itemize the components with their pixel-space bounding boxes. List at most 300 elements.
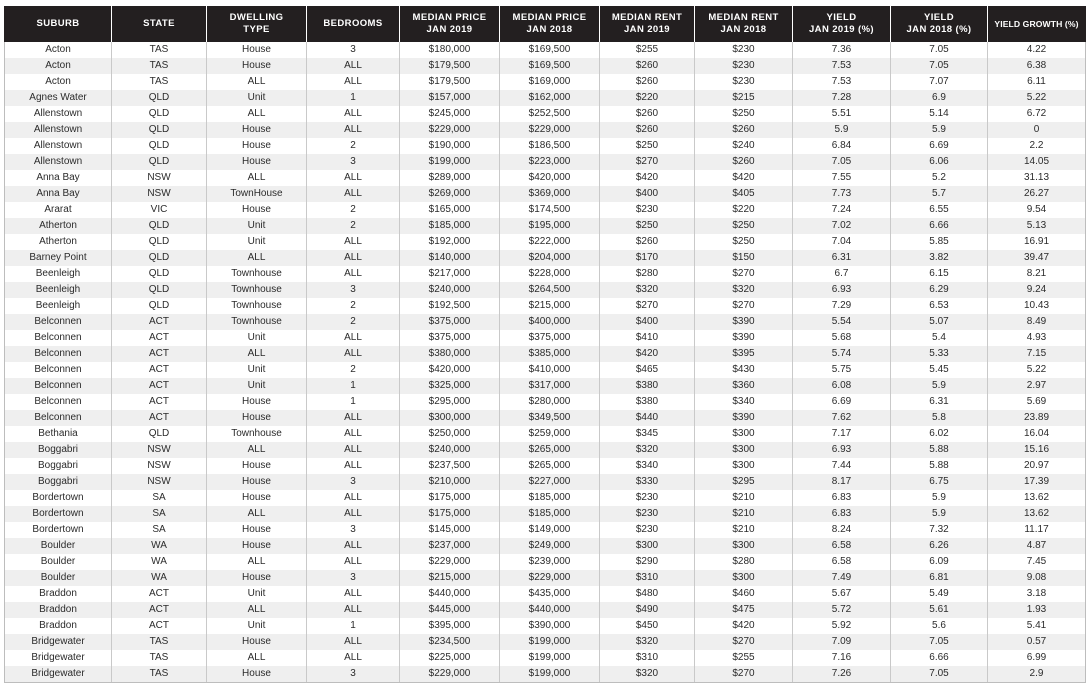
cell-dwelling_type: House bbox=[207, 42, 307, 58]
cell-yield_jan_2018: 5.8 bbox=[891, 410, 988, 426]
cell-yield_jan_2018: 3.82 bbox=[891, 250, 988, 266]
cell-median_price_jan_2018: $265,000 bbox=[500, 458, 600, 474]
cell-state: ACT bbox=[112, 314, 207, 330]
cell-median_price_jan_2019: $180,000 bbox=[400, 42, 500, 58]
column-header-line: JAN 2018 bbox=[526, 24, 573, 35]
cell-yield_jan_2019: 7.62 bbox=[793, 410, 891, 426]
cell-median_price_jan_2019: $375,000 bbox=[400, 330, 500, 346]
cell-dwelling_type: House bbox=[207, 458, 307, 474]
table-row[interactable] bbox=[5, 506, 1086, 522]
cell-state: QLD bbox=[112, 266, 207, 282]
table-row[interactable] bbox=[5, 458, 1086, 474]
cell-bedrooms: 3 bbox=[307, 570, 400, 586]
cell-yield_jan_2018: 5.9 bbox=[891, 490, 988, 506]
cell-yield_jan_2019: 7.29 bbox=[793, 298, 891, 314]
cell-yield_jan_2018: 7.07 bbox=[891, 74, 988, 90]
cell-median_rent_jan_2018: $220 bbox=[695, 202, 793, 218]
cell-suburb: Bridgewater bbox=[5, 666, 112, 683]
cell-median_price_jan_2019: $175,000 bbox=[400, 490, 500, 506]
cell-bedrooms: ALL bbox=[307, 346, 400, 362]
cell-yield_growth: 23.89 bbox=[988, 410, 1086, 426]
cell-median_rent_jan_2018: $260 bbox=[695, 154, 793, 170]
cell-state: SA bbox=[112, 506, 207, 522]
cell-median_rent_jan_2019: $490 bbox=[600, 602, 695, 618]
cell-yield_jan_2019: 5.68 bbox=[793, 330, 891, 346]
column-header-median_rent_jan_2018[interactable] bbox=[695, 6, 793, 42]
cell-dwelling_type: House bbox=[207, 634, 307, 650]
cell-median_price_jan_2019: $420,000 bbox=[400, 362, 500, 378]
cell-dwelling_type: ALL bbox=[207, 554, 307, 570]
cell-dwelling_type: ALL bbox=[207, 650, 307, 666]
column-header-median_price_jan_2018[interactable] bbox=[500, 6, 600, 42]
cell-median_rent_jan_2019: $320 bbox=[600, 282, 695, 298]
table-row[interactable] bbox=[5, 362, 1086, 378]
cell-median_price_jan_2019: $225,000 bbox=[400, 650, 500, 666]
column-header-yield_jan_2019[interactable] bbox=[793, 6, 891, 42]
cell-median_rent_jan_2019: $400 bbox=[600, 314, 695, 330]
table-row[interactable] bbox=[5, 522, 1086, 538]
cell-median_price_jan_2019: $192,500 bbox=[400, 298, 500, 314]
cell-median_rent_jan_2018: $270 bbox=[695, 666, 793, 683]
cell-dwelling_type: ALL bbox=[207, 346, 307, 362]
cell-median_rent_jan_2018: $240 bbox=[695, 138, 793, 154]
table-row[interactable] bbox=[5, 634, 1086, 650]
cell-suburb: Belconnen bbox=[5, 330, 112, 346]
cell-yield_jan_2018: 5.45 bbox=[891, 362, 988, 378]
cell-yield_jan_2019: 5.9 bbox=[793, 122, 891, 138]
cell-yield_jan_2019: 5.51 bbox=[793, 106, 891, 122]
cell-state: TAS bbox=[112, 634, 207, 650]
cell-median_rent_jan_2019: $380 bbox=[600, 394, 695, 410]
table-row[interactable] bbox=[5, 74, 1086, 90]
column-header-median_price_jan_2019[interactable] bbox=[400, 6, 500, 42]
cell-yield_jan_2019: 5.75 bbox=[793, 362, 891, 378]
column-header-bedrooms[interactable] bbox=[307, 6, 400, 42]
cell-median_rent_jan_2018: $475 bbox=[695, 602, 793, 618]
cell-median_price_jan_2018: $410,000 bbox=[500, 362, 600, 378]
cell-yield_jan_2018: 5.2 bbox=[891, 170, 988, 186]
column-header-line: JAN 2018 (%) bbox=[906, 24, 972, 35]
cell-yield_growth: 7.45 bbox=[988, 554, 1086, 570]
table-row[interactable] bbox=[5, 490, 1086, 506]
cell-median_price_jan_2018: $264,500 bbox=[500, 282, 600, 298]
cell-yield_jan_2018: 7.05 bbox=[891, 42, 988, 58]
cell-yield_jan_2018: 5.61 bbox=[891, 602, 988, 618]
cell-median_rent_jan_2019: $420 bbox=[600, 346, 695, 362]
cell-state: VIC bbox=[112, 202, 207, 218]
cell-suburb: Beenleigh bbox=[5, 282, 112, 298]
cell-median_rent_jan_2019: $345 bbox=[600, 426, 695, 442]
cell-dwelling_type: House bbox=[207, 154, 307, 170]
table-row[interactable] bbox=[5, 186, 1086, 202]
cell-dwelling_type: House bbox=[207, 490, 307, 506]
cell-yield_jan_2019: 6.69 bbox=[793, 394, 891, 410]
column-header-line: JAN 2019 bbox=[426, 24, 473, 35]
cell-median_rent_jan_2019: $230 bbox=[600, 522, 695, 538]
cell-suburb: Braddon bbox=[5, 602, 112, 618]
cell-median_price_jan_2018: $204,000 bbox=[500, 250, 600, 266]
cell-yield_jan_2019: 5.54 bbox=[793, 314, 891, 330]
cell-yield_jan_2019: 6.58 bbox=[793, 554, 891, 570]
cell-median_rent_jan_2018: $420 bbox=[695, 170, 793, 186]
cell-yield_jan_2019: 5.92 bbox=[793, 618, 891, 634]
cell-yield_jan_2019: 7.02 bbox=[793, 218, 891, 234]
cell-median_price_jan_2019: $237,000 bbox=[400, 538, 500, 554]
cell-yield_jan_2019: 6.58 bbox=[793, 538, 891, 554]
cell-dwelling_type: Townhouse bbox=[207, 282, 307, 298]
column-header-yield_jan_2018[interactable] bbox=[891, 6, 988, 42]
table-row[interactable] bbox=[5, 170, 1086, 186]
table-row[interactable] bbox=[5, 218, 1086, 234]
cell-median_price_jan_2018: $249,000 bbox=[500, 538, 600, 554]
cell-median_rent_jan_2018: $295 bbox=[695, 474, 793, 490]
cell-state: NSW bbox=[112, 186, 207, 202]
cell-median_price_jan_2019: $179,500 bbox=[400, 74, 500, 90]
cell-median_price_jan_2018: $199,000 bbox=[500, 666, 600, 683]
cell-median_rent_jan_2018: $270 bbox=[695, 298, 793, 314]
column-header-line: DWELLING bbox=[229, 12, 284, 24]
cell-yield_jan_2018: 7.05 bbox=[891, 634, 988, 650]
cell-yield_jan_2019: 7.24 bbox=[793, 202, 891, 218]
cell-median_rent_jan_2019: $250 bbox=[600, 138, 695, 154]
cell-bedrooms: ALL bbox=[307, 234, 400, 250]
table-row[interactable] bbox=[5, 90, 1086, 106]
cell-dwelling_type: Unit bbox=[207, 218, 307, 234]
cell-suburb: Bordertown bbox=[5, 490, 112, 506]
cell-yield_growth: 5.13 bbox=[988, 218, 1086, 234]
cell-median_rent_jan_2018: $300 bbox=[695, 570, 793, 586]
cell-median_price_jan_2018: $435,000 bbox=[500, 586, 600, 602]
cell-median_price_jan_2018: $186,500 bbox=[500, 138, 600, 154]
cell-median_rent_jan_2018: $230 bbox=[695, 42, 793, 58]
cell-dwelling_type: House bbox=[207, 394, 307, 410]
column-header-line: BEDROOMS bbox=[323, 18, 383, 30]
cell-dwelling_type: Unit bbox=[207, 618, 307, 634]
table-row[interactable] bbox=[5, 282, 1086, 298]
cell-bedrooms: ALL bbox=[307, 410, 400, 426]
column-header-suburb[interactable] bbox=[5, 6, 112, 42]
table-row[interactable] bbox=[5, 570, 1086, 586]
cell-dwelling_type: Unit bbox=[207, 90, 307, 106]
cell-bedrooms: 3 bbox=[307, 522, 400, 538]
cell-median_price_jan_2019: $325,000 bbox=[400, 378, 500, 394]
cell-suburb: Atherton bbox=[5, 218, 112, 234]
table-row[interactable] bbox=[5, 618, 1086, 634]
cell-suburb: Boggabri bbox=[5, 474, 112, 490]
cell-median_rent_jan_2019: $330 bbox=[600, 474, 695, 490]
cell-median_rent_jan_2018: $390 bbox=[695, 410, 793, 426]
cell-suburb: Boulder bbox=[5, 538, 112, 554]
table-row[interactable] bbox=[5, 330, 1086, 346]
cell-yield_jan_2019: 8.17 bbox=[793, 474, 891, 490]
cell-yield_jan_2019: 6.93 bbox=[793, 282, 891, 298]
cell-bedrooms: ALL bbox=[307, 250, 400, 266]
cell-dwelling_type: House bbox=[207, 122, 307, 138]
cell-state: NSW bbox=[112, 170, 207, 186]
cell-yield_jan_2019: 8.24 bbox=[793, 522, 891, 538]
table-row[interactable] bbox=[5, 426, 1086, 442]
cell-median_price_jan_2019: $445,000 bbox=[400, 602, 500, 618]
cell-bedrooms: ALL bbox=[307, 506, 400, 522]
cell-bedrooms: 3 bbox=[307, 666, 400, 683]
table-row[interactable] bbox=[5, 138, 1086, 154]
cell-yield_jan_2018: 6.55 bbox=[891, 202, 988, 218]
cell-yield_growth: 5.22 bbox=[988, 90, 1086, 106]
cell-bedrooms: ALL bbox=[307, 442, 400, 458]
cell-median_price_jan_2019: $229,000 bbox=[400, 122, 500, 138]
cell-median_price_jan_2018: $162,000 bbox=[500, 90, 600, 106]
cell-suburb: Agnes Water bbox=[5, 90, 112, 106]
table-row[interactable] bbox=[5, 538, 1086, 554]
cell-yield_jan_2018: 6.06 bbox=[891, 154, 988, 170]
table-row[interactable] bbox=[5, 122, 1086, 138]
table-row[interactable] bbox=[5, 586, 1086, 602]
property-metrics-table bbox=[4, 6, 1086, 683]
cell-bedrooms: ALL bbox=[307, 186, 400, 202]
cell-bedrooms: ALL bbox=[307, 554, 400, 570]
cell-bedrooms: ALL bbox=[307, 634, 400, 650]
cell-median_rent_jan_2019: $310 bbox=[600, 650, 695, 666]
cell-suburb: Boggabri bbox=[5, 458, 112, 474]
cell-median_price_jan_2018: $195,000 bbox=[500, 218, 600, 234]
column-header-line: MEDIAN PRICE bbox=[512, 12, 587, 24]
cell-yield_jan_2019: 7.53 bbox=[793, 58, 891, 74]
cell-suburb: Bordertown bbox=[5, 506, 112, 522]
cell-state: QLD bbox=[112, 122, 207, 138]
cell-median_price_jan_2018: $228,000 bbox=[500, 266, 600, 282]
cell-state: ACT bbox=[112, 346, 207, 362]
cell-yield_jan_2019: 7.28 bbox=[793, 90, 891, 106]
cell-median_price_jan_2019: $240,000 bbox=[400, 282, 500, 298]
cell-yield_jan_2019: 7.49 bbox=[793, 570, 891, 586]
cell-dwelling_type: House bbox=[207, 138, 307, 154]
cell-yield_growth: 26.27 bbox=[988, 186, 1086, 202]
cell-suburb: Acton bbox=[5, 74, 112, 90]
cell-median_price_jan_2019: $395,000 bbox=[400, 618, 500, 634]
cell-yield_growth: 4.87 bbox=[988, 538, 1086, 554]
cell-median_price_jan_2019: $289,000 bbox=[400, 170, 500, 186]
cell-yield_growth: 15.16 bbox=[988, 442, 1086, 458]
cell-dwelling_type: ALL bbox=[207, 74, 307, 90]
cell-yield_growth: 6.72 bbox=[988, 106, 1086, 122]
table-row[interactable] bbox=[5, 650, 1086, 666]
cell-median_price_jan_2019: $245,000 bbox=[400, 106, 500, 122]
cell-yield_jan_2019: 6.83 bbox=[793, 490, 891, 506]
cell-median_rent_jan_2018: $150 bbox=[695, 250, 793, 266]
cell-median_price_jan_2018: $222,000 bbox=[500, 234, 600, 250]
table-row[interactable] bbox=[5, 394, 1086, 410]
cell-state: WA bbox=[112, 554, 207, 570]
cell-median_price_jan_2019: $229,000 bbox=[400, 554, 500, 570]
table-row[interactable] bbox=[5, 298, 1086, 314]
cell-bedrooms: ALL bbox=[307, 122, 400, 138]
cell-median_rent_jan_2018: $215 bbox=[695, 90, 793, 106]
cell-yield_jan_2019: 6.83 bbox=[793, 506, 891, 522]
cell-median_price_jan_2018: $149,000 bbox=[500, 522, 600, 538]
table-row[interactable] bbox=[5, 410, 1086, 426]
cell-yield_jan_2018: 5.49 bbox=[891, 586, 988, 602]
cell-median_price_jan_2019: $140,000 bbox=[400, 250, 500, 266]
cell-state: TAS bbox=[112, 42, 207, 58]
table-row[interactable] bbox=[5, 234, 1086, 250]
table-row[interactable] bbox=[5, 58, 1086, 74]
table-row[interactable] bbox=[5, 266, 1086, 282]
column-header-dwelling_type[interactable] bbox=[207, 6, 307, 42]
cell-median_price_jan_2018: $317,000 bbox=[500, 378, 600, 394]
table-row[interactable] bbox=[5, 250, 1086, 266]
cell-yield_jan_2018: 6.31 bbox=[891, 394, 988, 410]
cell-bedrooms: 1 bbox=[307, 618, 400, 634]
table-row[interactable] bbox=[5, 554, 1086, 570]
cell-yield_growth: 2.2 bbox=[988, 138, 1086, 154]
cell-bedrooms: ALL bbox=[307, 586, 400, 602]
cell-state: NSW bbox=[112, 458, 207, 474]
column-header-yield_growth[interactable] bbox=[988, 6, 1086, 42]
cell-dwelling_type: Unit bbox=[207, 330, 307, 346]
cell-bedrooms: 2 bbox=[307, 314, 400, 330]
cell-median_rent_jan_2018: $300 bbox=[695, 538, 793, 554]
cell-suburb: Anna Bay bbox=[5, 186, 112, 202]
cell-median_price_jan_2019: $199,000 bbox=[400, 154, 500, 170]
header-row bbox=[5, 6, 1086, 42]
table-row[interactable] bbox=[5, 346, 1086, 362]
cell-median_price_jan_2019: $217,000 bbox=[400, 266, 500, 282]
cell-yield_jan_2019: 7.73 bbox=[793, 186, 891, 202]
cell-bedrooms: ALL bbox=[307, 426, 400, 442]
cell-yield_growth: 2.97 bbox=[988, 378, 1086, 394]
cell-yield_jan_2018: 7.05 bbox=[891, 58, 988, 74]
cell-median_rent_jan_2019: $340 bbox=[600, 458, 695, 474]
cell-dwelling_type: ALL bbox=[207, 442, 307, 458]
cell-dwelling_type: ALL bbox=[207, 170, 307, 186]
cell-median_rent_jan_2019: $420 bbox=[600, 170, 695, 186]
cell-yield_growth: 39.47 bbox=[988, 250, 1086, 266]
cell-yield_jan_2018: 6.66 bbox=[891, 218, 988, 234]
cell-median_price_jan_2018: $265,000 bbox=[500, 442, 600, 458]
cell-state: QLD bbox=[112, 426, 207, 442]
cell-suburb: Boulder bbox=[5, 554, 112, 570]
cell-bedrooms: ALL bbox=[307, 74, 400, 90]
cell-yield_growth: 4.22 bbox=[988, 42, 1086, 58]
table-row[interactable] bbox=[5, 442, 1086, 458]
cell-state: WA bbox=[112, 570, 207, 586]
cell-bedrooms: ALL bbox=[307, 170, 400, 186]
table-row[interactable] bbox=[5, 202, 1086, 218]
table-row[interactable] bbox=[5, 666, 1086, 683]
column-header-state[interactable] bbox=[112, 6, 207, 42]
cell-median_price_jan_2019: $229,000 bbox=[400, 666, 500, 683]
cell-yield_growth: 20.97 bbox=[988, 458, 1086, 474]
cell-yield_jan_2018: 5.4 bbox=[891, 330, 988, 346]
table-row[interactable] bbox=[5, 474, 1086, 490]
cell-state: NSW bbox=[112, 474, 207, 490]
cell-yield_growth: 7.15 bbox=[988, 346, 1086, 362]
cell-median_rent_jan_2018: $460 bbox=[695, 586, 793, 602]
cell-yield_growth: 0 bbox=[988, 122, 1086, 138]
table-row[interactable] bbox=[5, 42, 1086, 58]
cell-suburb: Belconnen bbox=[5, 394, 112, 410]
cell-yield_growth: 6.99 bbox=[988, 650, 1086, 666]
cell-yield_growth: 10.43 bbox=[988, 298, 1086, 314]
cell-suburb: Belconnen bbox=[5, 362, 112, 378]
cell-yield_jan_2018: 5.14 bbox=[891, 106, 988, 122]
table-row[interactable] bbox=[5, 602, 1086, 618]
cell-yield_jan_2019: 6.7 bbox=[793, 266, 891, 282]
table-row[interactable] bbox=[5, 378, 1086, 394]
cell-bedrooms: 3 bbox=[307, 474, 400, 490]
cell-median_price_jan_2018: $239,000 bbox=[500, 554, 600, 570]
cell-dwelling_type: ALL bbox=[207, 250, 307, 266]
cell-state: TAS bbox=[112, 650, 207, 666]
cell-yield_growth: 31.13 bbox=[988, 170, 1086, 186]
cell-median_rent_jan_2019: $300 bbox=[600, 538, 695, 554]
cell-median_rent_jan_2019: $270 bbox=[600, 298, 695, 314]
cell-median_rent_jan_2018: $360 bbox=[695, 378, 793, 394]
cell-yield_growth: 16.04 bbox=[988, 426, 1086, 442]
cell-bedrooms: 1 bbox=[307, 394, 400, 410]
cell-bedrooms: 1 bbox=[307, 378, 400, 394]
cell-median_price_jan_2018: $385,000 bbox=[500, 346, 600, 362]
cell-median_rent_jan_2019: $480 bbox=[600, 586, 695, 602]
cell-yield_growth: 9.54 bbox=[988, 202, 1086, 218]
cell-yield_growth: 2.9 bbox=[988, 666, 1086, 683]
column-header-line: MEDIAN RENT bbox=[611, 12, 683, 24]
cell-bedrooms: ALL bbox=[307, 58, 400, 74]
table-row[interactable] bbox=[5, 154, 1086, 170]
column-header-line: STATE bbox=[143, 18, 175, 30]
cell-dwelling_type: Townhouse bbox=[207, 314, 307, 330]
cell-dwelling_type: House bbox=[207, 522, 307, 538]
column-header-line: JAN 2019 bbox=[624, 24, 670, 35]
cell-state: QLD bbox=[112, 250, 207, 266]
column-header-median_rent_jan_2019[interactable] bbox=[600, 6, 695, 42]
cell-state: NSW bbox=[112, 442, 207, 458]
cell-yield_growth: 0.57 bbox=[988, 634, 1086, 650]
cell-state: ACT bbox=[112, 602, 207, 618]
cell-median_price_jan_2018: $229,000 bbox=[500, 570, 600, 586]
cell-yield_jan_2018: 6.75 bbox=[891, 474, 988, 490]
cell-state: QLD bbox=[112, 218, 207, 234]
cell-median_price_jan_2018: $169,500 bbox=[500, 58, 600, 74]
cell-median_rent_jan_2019: $320 bbox=[600, 666, 695, 683]
cell-suburb: Beenleigh bbox=[5, 266, 112, 282]
table-row[interactable] bbox=[5, 106, 1086, 122]
cell-yield_jan_2019: 6.08 bbox=[793, 378, 891, 394]
cell-median_price_jan_2019: $440,000 bbox=[400, 586, 500, 602]
cell-median_rent_jan_2018: $390 bbox=[695, 330, 793, 346]
cell-suburb: Bridgewater bbox=[5, 634, 112, 650]
cell-suburb: Atherton bbox=[5, 234, 112, 250]
cell-suburb: Belconnen bbox=[5, 378, 112, 394]
cell-dwelling_type: House bbox=[207, 474, 307, 490]
cell-median_rent_jan_2019: $450 bbox=[600, 618, 695, 634]
cell-yield_jan_2019: 6.84 bbox=[793, 138, 891, 154]
table-row[interactable] bbox=[5, 314, 1086, 330]
column-header-line: JAN 2019 (%) bbox=[809, 24, 874, 35]
cell-bedrooms: 1 bbox=[307, 90, 400, 106]
cell-dwelling_type: ALL bbox=[207, 602, 307, 618]
cell-suburb: Braddon bbox=[5, 586, 112, 602]
cell-bedrooms: 2 bbox=[307, 362, 400, 378]
cell-median_rent_jan_2019: $230 bbox=[600, 490, 695, 506]
cell-bedrooms: ALL bbox=[307, 538, 400, 554]
cell-yield_jan_2019: 5.67 bbox=[793, 586, 891, 602]
cell-median_rent_jan_2019: $260 bbox=[600, 234, 695, 250]
cell-suburb: Boggabri bbox=[5, 442, 112, 458]
cell-median_price_jan_2018: $440,000 bbox=[500, 602, 600, 618]
cell-yield_jan_2019: 7.09 bbox=[793, 634, 891, 650]
cell-median_rent_jan_2018: $210 bbox=[695, 490, 793, 506]
